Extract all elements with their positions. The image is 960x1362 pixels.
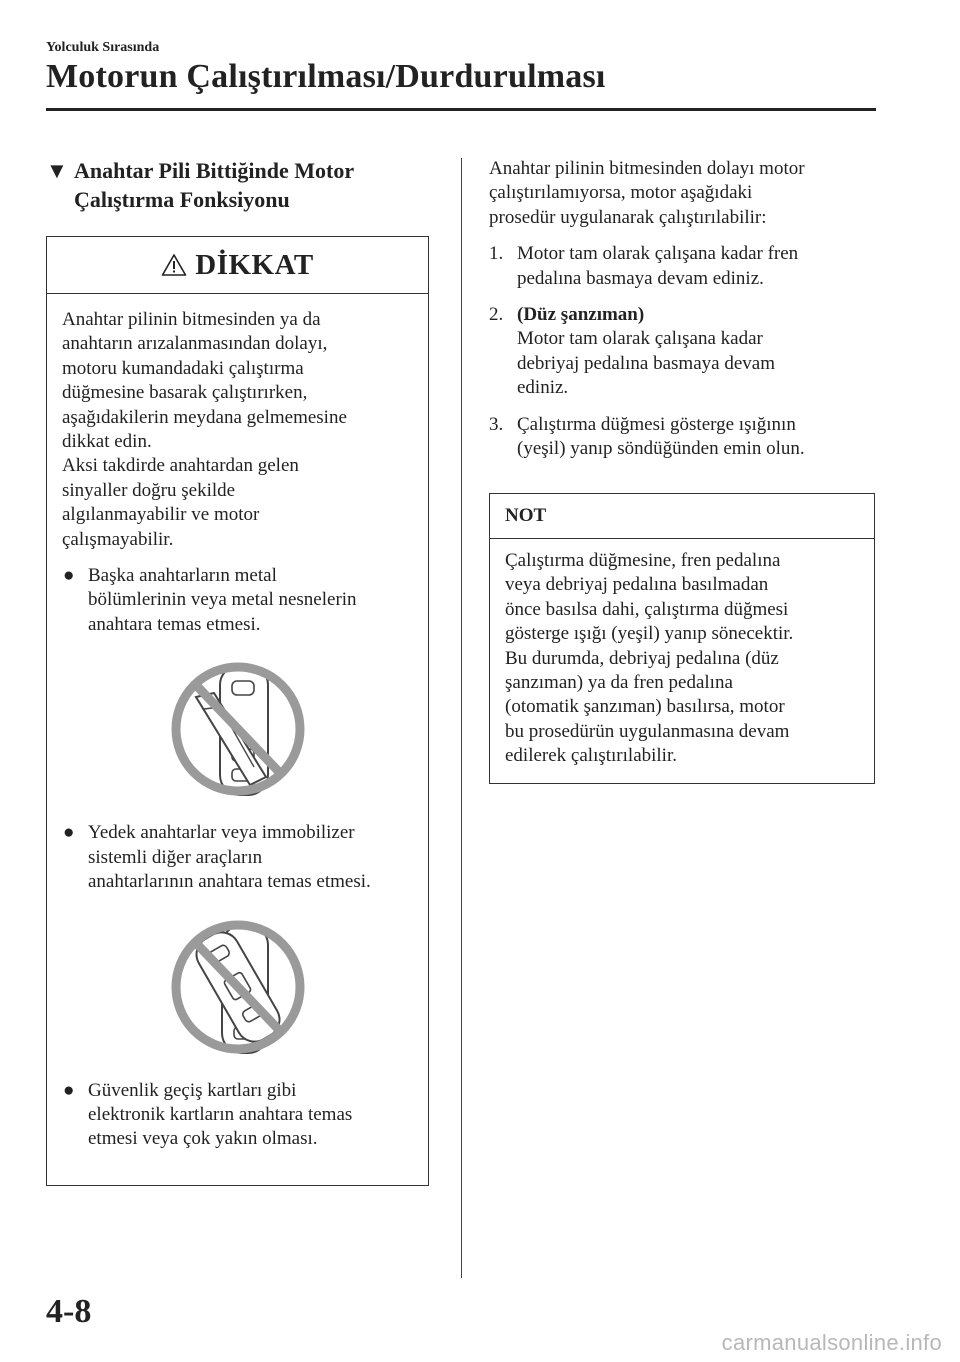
step-qualifier: (Düz şanzıman) (517, 304, 645, 326)
step-number: 1. (489, 243, 504, 265)
caution-line: Aksi takdirde anahtardan gelen (62, 455, 299, 477)
note-line: Çalıştırma düğmesine, fren pedalına (505, 550, 781, 571)
bullet-line: elektronik kartların anahtara temas (88, 1103, 353, 1125)
note-line: veya debriyaj pedalına basılmadan (505, 574, 769, 596)
bullet-line: anahtarlarının anahtara temas etmesi. (88, 871, 371, 893)
caution-intro (62, 308, 414, 552)
step-2 (489, 303, 879, 401)
step-line: (yeşil) yanıp söndüğünden emin olun. (517, 438, 805, 460)
section-label: Yolculuk Sırasında (46, 40, 160, 55)
note-line: (otomatik şanzıman) basılırsa, motor (505, 696, 785, 718)
bullet-dot-icon: ● (63, 1079, 75, 1101)
step-line: debriyaj pedalına basmaya devam (517, 352, 775, 374)
caution-header (47, 237, 428, 294)
caution-body (47, 294, 428, 1152)
bullet-line: Yedek anahtarlar veya immobilizer (88, 822, 355, 844)
procedure-intro (489, 157, 879, 230)
page-title: Motorun Çalıştırılması/Durdurulması (46, 58, 606, 95)
bullet-line: Başka anahtarların metal (88, 565, 277, 587)
caution-line: sinyaller doğru şekilde (62, 479, 236, 501)
key-metal-contact-illustration (62, 657, 414, 807)
warning-triangle-icon (161, 253, 187, 277)
note-line: edilerek çalıştırılabilir. (505, 745, 677, 767)
key-to-key-contact-illustration (62, 915, 414, 1065)
note-line: Bu durumda, debriyaj pedalına (düz (505, 647, 779, 669)
bullet-line: anahtara temas etmesi. (88, 613, 261, 635)
bullet-dot-icon: ● (63, 565, 75, 587)
triangle-marker-icon: ▼ (46, 158, 68, 183)
bullet-line: bölümlerinin veya metal nesnelerin (88, 589, 357, 611)
caution-line: anahtarın arızalanmasından dolayı, (62, 333, 328, 355)
caution-bullet (62, 1079, 414, 1152)
intro-line: çalıştırılamıyorsa, motor aşağıdaki (489, 182, 753, 204)
section-heading (46, 156, 446, 214)
bullet-dot-icon: ● (63, 822, 75, 844)
caution-line: aşağıdakilerin meydana gelmemesine (62, 406, 347, 428)
step-line: Motor tam olarak çalışana kadar fren (517, 243, 799, 265)
caution-line: algılanmayabilir ve motor (62, 504, 260, 526)
intro-line: Anahtar pilinin bitmesinden dolayı motor (489, 158, 805, 179)
caution-line: dikkat edin. (62, 431, 152, 453)
step-3 (489, 413, 879, 462)
caution-bullet (62, 821, 414, 894)
prohibited-two-keys-icon (168, 915, 308, 1065)
prohibited-key-contact-icon (168, 657, 308, 807)
caution-box (46, 236, 429, 1186)
note-line: şanzıman) ya da fren pedalına (505, 672, 733, 694)
step-line: ediniz. (517, 377, 569, 399)
note-line: önce basılsa dahi, çalıştırma düğmesi (505, 598, 789, 620)
note-box (489, 493, 875, 784)
step-number: 2. (489, 304, 504, 326)
column-divider (461, 158, 462, 1278)
step-line: Motor tam olarak çalışana kadar (517, 328, 763, 350)
procedure-steps (489, 242, 879, 461)
caution-line: düğmesine basarak çalıştırırken, (62, 382, 308, 404)
right-column (489, 157, 879, 473)
bullet-line: Güvenlik geçiş kartları gibi (88, 1079, 297, 1101)
bullet-line: sistemli diğer araçların (88, 846, 263, 868)
step-line: Çalıştırma düğmesi gösterge ışığının (517, 413, 796, 435)
heading-line-1: Anahtar Pili Bittiğinde Motor (74, 158, 355, 183)
note-line: gösterge ışığı (yeşil) yanıp sönecektir. (505, 623, 794, 645)
step-number: 3. (489, 413, 504, 435)
caution-line: Anahtar pilinin bitmesinden ya da (62, 309, 321, 330)
note-body (490, 539, 874, 769)
bullet-line: etmesi veya çok yakın olması. (88, 1128, 318, 1150)
caution-title: DİKKAT (195, 248, 314, 281)
page-number: 4-8 (46, 1293, 92, 1330)
step-line: pedalına basmaya devam ediniz. (517, 267, 764, 289)
caution-bullet (62, 564, 414, 637)
watermark: carmanualsonline.info (721, 1330, 942, 1355)
caution-line: çalışmayabilir. (62, 528, 174, 550)
intro-line: prosedür uygulanarak çalıştırılabilir: (489, 206, 767, 228)
note-title: NOT (490, 494, 874, 539)
note-line: bu prosedürün uygulanmasına devam (505, 720, 790, 742)
heading-line-2: Çalıştırma Fonksiyonu (74, 187, 290, 212)
header-divider (46, 108, 876, 111)
caution-line: motoru kumandadaki çalıştırma (62, 357, 304, 379)
step-1 (489, 242, 879, 291)
